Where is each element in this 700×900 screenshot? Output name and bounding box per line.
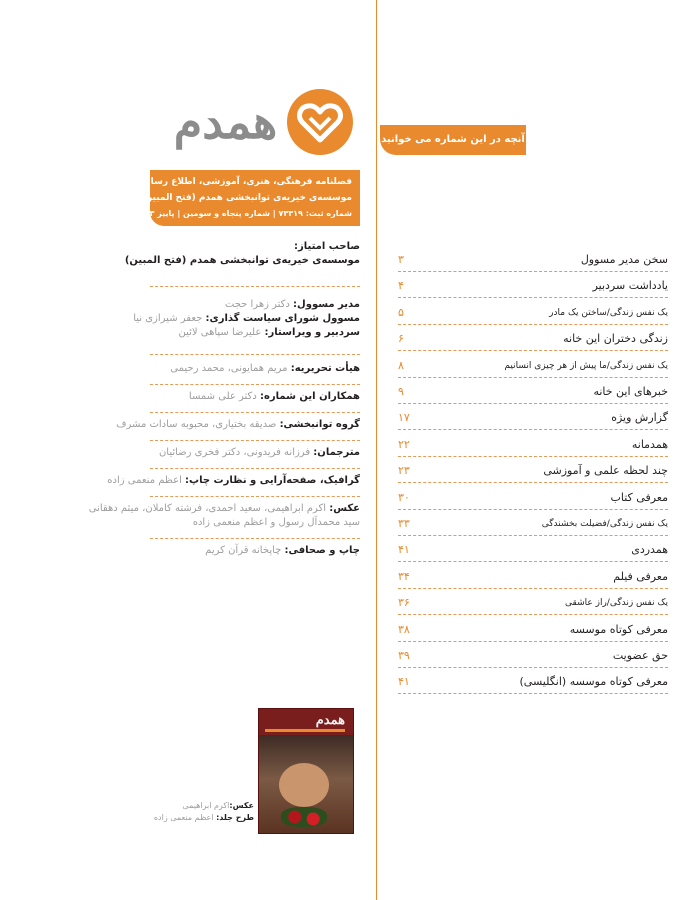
credit-value: علیرضا سپاهی لائین: [178, 327, 262, 338]
toc-item-page: ۴۱: [398, 543, 410, 557]
toc-item-title: یک نفس زندگی/راز عاشقی: [565, 598, 668, 609]
credit-value: مریم همایونی، محمد رحیمی: [170, 363, 288, 374]
credit-print: [150, 544, 360, 558]
toc-item-page: ۴: [398, 279, 404, 293]
masthead-info-bar: [134, 170, 360, 226]
credit-board: [150, 362, 360, 376]
credit-rehab: [116, 418, 360, 432]
toc-item-page: ۳۶: [398, 596, 410, 610]
toc-item-page: ۵: [398, 305, 404, 319]
toc-item-underline: [398, 667, 668, 668]
toc-item-underline: [398, 429, 668, 430]
toc-item-underline: [398, 350, 668, 351]
toc-heading: آنچه در این شماره می خوانید: [380, 125, 526, 155]
toc-item-title: معرفی فیلم: [613, 569, 668, 583]
credit-value: دکتر زهرا حجت: [224, 299, 290, 310]
toc-item-title: یک نفس زندگی/ساختن یک مادر: [549, 307, 668, 318]
credit-management: [133, 298, 360, 340]
toc-item-title: معرفی کوتاه موسسه: [569, 622, 668, 636]
credit-label: مدیر مسوول:: [293, 299, 360, 310]
toc-item-underline: [398, 297, 668, 298]
credit-owner: [124, 240, 360, 268]
divider: [150, 354, 360, 355]
toc-item[interactable]: [398, 670, 668, 694]
toc-item[interactable]: [398, 406, 668, 430]
toc-item-underline: [398, 693, 668, 694]
toc-item[interactable]: [398, 459, 668, 483]
credit-value: دکتر علی شمسا: [188, 391, 257, 402]
toc-item[interactable]: [398, 248, 668, 272]
toc-item-underline: [398, 377, 668, 378]
toc-item-title: یک نفس زندگی/ما پیش از هر چیزی انسانیم: [504, 360, 668, 371]
credit-label: گرافیک، صفحه‌آرایی و نظارت چاپ:: [185, 475, 360, 486]
cover-photo: [259, 735, 353, 833]
column-divider: [376, 0, 377, 900]
toc-item[interactable]: [398, 327, 668, 351]
credit-value: فرزانه فریدونی، دکتر فخری رضائیان: [158, 447, 311, 458]
toc-item[interactable]: [398, 591, 668, 615]
toc-item-page: ۳۴: [398, 569, 410, 583]
credit-label: هیأت تحریریه:: [290, 363, 360, 374]
cover-thumbnail: [258, 708, 354, 834]
credit-value: موسسه‌ی خیریه‌ی توانبخشی همدم (فتح المبین): [124, 255, 360, 266]
toc-item[interactable]: [398, 380, 668, 404]
divider: [150, 468, 360, 469]
toc-item-title: زندگی دختران این خانه: [563, 332, 668, 346]
toc-item[interactable]: [398, 644, 668, 668]
cover-face: [279, 763, 329, 807]
toc-item[interactable]: [398, 565, 668, 589]
divider: [150, 286, 360, 287]
toc-item-underline: [398, 324, 668, 325]
credit-label: همکاران این شماره:: [259, 391, 360, 402]
toc-item-title: خبرهای این خانه: [593, 385, 668, 398]
cover-caption-label: عکس:: [229, 801, 254, 810]
credit-label: صاحب امتیاز:: [294, 241, 360, 252]
credit-contributors: [150, 390, 360, 404]
credit-label: عکس:: [329, 503, 360, 514]
toc-item-page: ۶: [398, 332, 404, 346]
toc-item-title: همدمانه: [631, 437, 668, 451]
toc-item-title: گزارش ویژه: [611, 411, 668, 425]
toc-item-underline: [398, 482, 668, 483]
toc-item-page: ۱۷: [398, 411, 410, 425]
toc-item-page: ۳۸: [398, 622, 410, 636]
toc-item-page: ۸: [398, 358, 404, 372]
credit-value: اکرم ابراهیمی، سعید احمدی، فرشته کاملان، میثم دهقانی: [88, 503, 327, 514]
toc-item-title: یک نفس زندگی/فضیلت بخشندگی: [541, 519, 668, 529]
toc-item-page: ۹: [398, 385, 404, 398]
divider: [150, 384, 360, 385]
magazine-logo-wordmark: همدم: [173, 95, 278, 149]
toc-item-title: حق عضویت: [612, 649, 668, 662]
toc-item[interactable]: [398, 301, 668, 325]
toc-item-page: ۴۱: [398, 675, 410, 689]
credit-value: چاپخانه قرآن کریم: [205, 545, 282, 556]
toc-item-title: چند لحظه علمی و آموزشی: [543, 464, 668, 478]
toc-item-title: معرفی کتاب: [610, 490, 668, 504]
toc-item-underline: [398, 456, 668, 457]
masthead-publisher: موسسه‌ی خیریه‌ی توانبخشی همدم (فتح المبین): [140, 193, 352, 203]
divider: [150, 412, 360, 413]
toc-item[interactable]: [398, 486, 668, 510]
toc-item-page: ۳: [398, 253, 404, 266]
cover-caption-label: طرح جلد:: [216, 813, 254, 822]
cover-title: همدم: [315, 713, 345, 728]
toc-item-page: ۳۰: [398, 490, 410, 504]
toc-item[interactable]: [398, 538, 668, 562]
credit-graphic: [107, 474, 360, 488]
cover-caption-value: اکرم ابراهیمی: [182, 801, 230, 810]
toc-item-underline: [398, 535, 668, 536]
divider: [150, 538, 360, 539]
toc-item-page: ۲۳: [398, 464, 410, 478]
credit-translators: [150, 446, 360, 460]
toc-item-title: سخن مدیر مسوول: [580, 253, 668, 266]
toc-item-page: ۳۹: [398, 649, 410, 662]
toc-item-underline: [398, 561, 668, 562]
cover-caption-value: اعظم منعمی زاده: [153, 813, 214, 822]
heart-logo-icon: [286, 88, 354, 156]
credit-photo: [88, 502, 360, 530]
cover-stripe: [265, 729, 345, 732]
credit-label: چاپ و صحافی:: [284, 545, 360, 556]
credit-value: سید محمدآل رسول و اعظم منعمی زاده: [192, 517, 360, 528]
toc-item-title: معرفی کوتاه موسسه (انگلیسی): [519, 675, 668, 689]
masthead-subtitle: فصلنامه فرهنگی، هنری، آموزشی، اطلاع رسانی: [138, 177, 352, 187]
divider: [150, 440, 360, 441]
toc-item-title: همدردی: [631, 543, 668, 557]
credit-label: مسوول شورای سیاست گذاری:: [205, 313, 360, 324]
credit-label: سردبیر و ویراستار:: [264, 327, 360, 338]
divider: [150, 496, 360, 497]
toc-item-underline: [398, 509, 668, 510]
toc-item[interactable]: [398, 354, 668, 378]
toc-item-underline: [398, 271, 668, 272]
cover-design-credit: [150, 812, 254, 824]
toc-item[interactable]: [398, 433, 668, 457]
toc-item[interactable]: [398, 618, 668, 642]
credit-value: جعفر شیرازی نیا: [133, 313, 203, 324]
cover-berries: [281, 807, 327, 827]
toc-item-underline: [398, 641, 668, 642]
toc-item[interactable]: [398, 512, 668, 536]
credit-label: مترجمان:: [313, 447, 360, 458]
toc-item-title: یادداشت سردبیر: [592, 279, 668, 293]
credit-value: اعظم منعمی زاده: [107, 475, 182, 486]
credit-label: گروه توانبخشی:: [279, 419, 360, 430]
toc-item-page: ۳۳: [398, 517, 410, 530]
toc-item-page: ۲۲: [398, 437, 410, 451]
cover-photo-credit: [150, 800, 254, 812]
masthead-issue-info: شماره ثبت: ۷۳۳۱۹ | شماره پنجاه و سومین | پاییز ۱۴۰۳: [134, 209, 352, 218]
toc-item-underline: [398, 588, 668, 589]
credit-value: صدیقه بختیاری، محبوبه سادات مشرف: [116, 419, 277, 430]
toc-item-underline: [398, 403, 668, 404]
toc-item-underline: [398, 614, 668, 615]
toc-item[interactable]: [398, 274, 668, 298]
